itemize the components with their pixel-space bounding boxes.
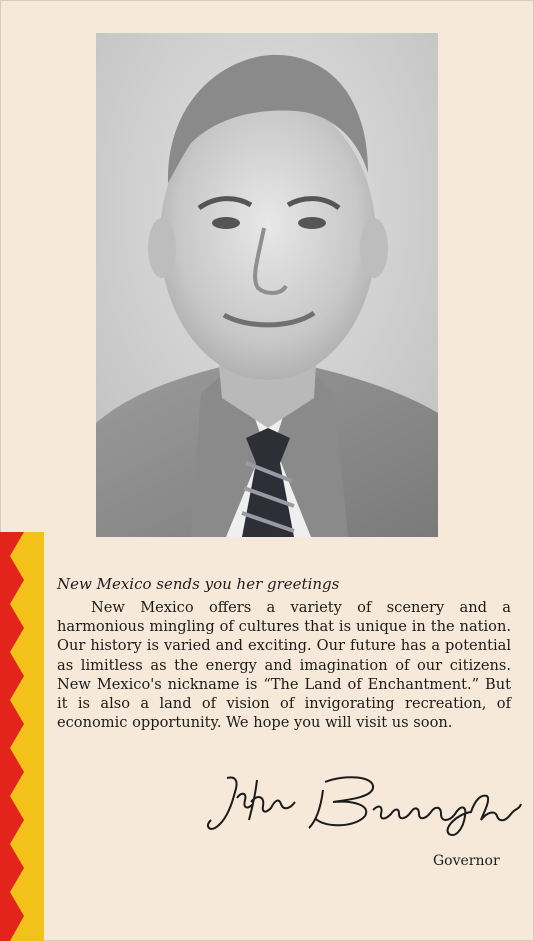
signature-image	[205, 770, 525, 840]
portrait-image	[96, 33, 438, 537]
welcome-message: New Mexico offers a variety of scenery and a harmonious mingling of cultures that is unique in the nation. Our history is varied and exciting. Our future has a potential as limitless as the energy and imagination of our citizens. New Mexico's nickname is “The Land of Enchantment.” But it is also a land of vision of invigorating recreation, of economic opportunity. We hope you will visit us soon.	[57, 599, 511, 732]
governor-portrait-photo	[96, 33, 438, 537]
zigzag-pattern	[0, 532, 44, 941]
zigzag-border-decoration	[0, 532, 44, 941]
signer-title: Governor	[433, 853, 500, 869]
governor-signature	[205, 770, 525, 840]
greeting-heading: New Mexico sends you her greetings	[57, 575, 340, 593]
